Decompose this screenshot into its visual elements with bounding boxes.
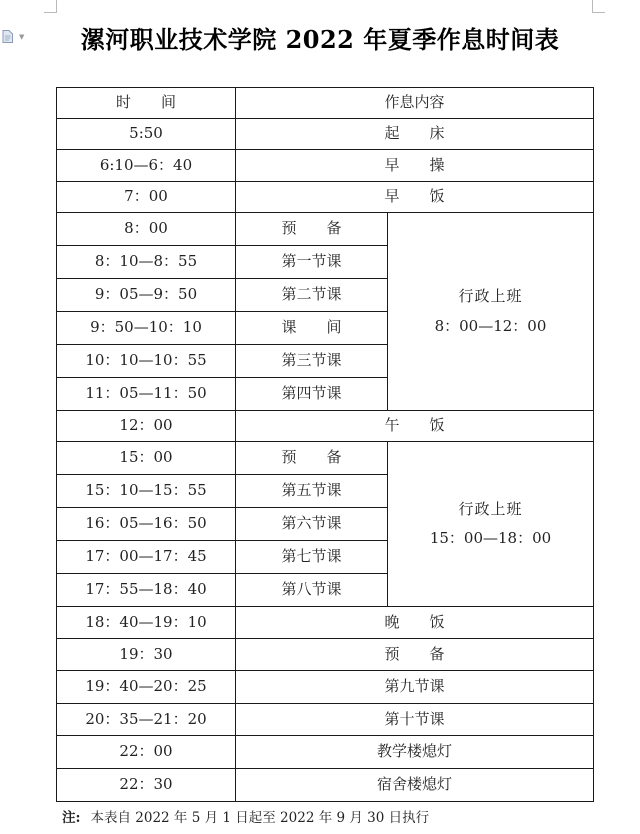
activity-cell: 预 备 xyxy=(236,639,594,671)
time-cell: 22：30 xyxy=(57,769,236,802)
table-row xyxy=(57,736,594,769)
table-row xyxy=(57,411,594,442)
table-row xyxy=(57,150,594,182)
activity-cell: 第八节课 xyxy=(236,574,388,607)
activity-cell: 早 操 xyxy=(236,150,594,182)
table-header-row xyxy=(57,88,594,119)
time-cell: 20：35—21：20 xyxy=(57,704,236,736)
page-title: 漯河职业技术学院 2022 年夏季作息时间表 xyxy=(80,25,560,54)
time-cell: 11：05—11：50 xyxy=(57,378,236,411)
table-row xyxy=(57,639,594,671)
activity-cell: 第一节课 xyxy=(236,246,388,279)
activity-cell: 课 间 xyxy=(236,312,388,345)
time-cell: 9：05—9：50 xyxy=(57,279,236,312)
page-corner-mark-right xyxy=(592,0,605,13)
table-row xyxy=(57,182,594,213)
activity-cell: 教学楼熄灯 xyxy=(236,736,594,769)
table-row xyxy=(57,769,594,802)
footnote-label: 注: xyxy=(62,810,81,826)
time-cell: 8：00 xyxy=(57,213,236,246)
time-cell: 15：10—15：55 xyxy=(57,475,236,508)
office-hours-title: 行政上班 xyxy=(458,499,523,518)
dropdown-arrow-icon[interactable]: ▼ xyxy=(19,33,25,41)
header-content: 作息内容 xyxy=(236,88,594,119)
time-cell: 12：00 xyxy=(57,411,236,442)
time-cell: 10：10—10：55 xyxy=(57,345,236,378)
activity-cell: 晚 饭 xyxy=(236,607,594,639)
activity-cell: 第六节课 xyxy=(236,508,388,541)
schedule-table xyxy=(56,87,594,802)
time-cell: 5:50 xyxy=(57,119,236,150)
activity-cell: 起 床 xyxy=(236,119,594,150)
office-hours-title: 行政上班 xyxy=(458,287,523,306)
time-cell: 6:10—6：40 xyxy=(57,150,236,182)
time-cell: 17：00—17：45 xyxy=(57,541,236,574)
table-row xyxy=(57,213,594,246)
activity-cell: 第三节课 xyxy=(236,345,388,378)
time-cell: 22：00 xyxy=(57,736,236,769)
activity-cell: 早 饭 xyxy=(236,182,594,213)
activity-cell: 午 饭 xyxy=(236,411,594,442)
activity-cell: 宿舍楼熄灯 xyxy=(236,769,594,802)
time-cell: 19：40—20：25 xyxy=(57,671,236,704)
table-row xyxy=(57,671,594,704)
table-row xyxy=(57,119,594,150)
time-cell: 7：00 xyxy=(57,182,236,213)
activity-cell: 第十节课 xyxy=(236,704,594,736)
activity-cell: 第二节课 xyxy=(236,279,388,312)
activity-cell: 第四节课 xyxy=(236,378,388,411)
page-corner-mark-left xyxy=(44,0,57,13)
activity-cell: 第七节课 xyxy=(236,541,388,574)
activity-cell: 预 备 xyxy=(236,213,388,246)
footnote xyxy=(62,806,429,826)
time-cell: 16：05—16：50 xyxy=(57,508,236,541)
time-cell: 19：30 xyxy=(57,639,236,671)
activity-cell: 第九节课 xyxy=(236,671,594,704)
table-row xyxy=(57,704,594,736)
time-cell: 17：55—18：40 xyxy=(57,574,236,607)
time-cell: 8：10—8：55 xyxy=(57,246,236,279)
office-hours-afternoon xyxy=(388,442,594,607)
table-row xyxy=(57,442,594,475)
time-cell: 15：00 xyxy=(57,442,236,475)
time-cell: 9：50—10：10 xyxy=(57,312,236,345)
office-hours-range: 15：00—18：00 xyxy=(429,529,552,547)
table-row xyxy=(57,607,594,639)
header-time: 时 间 xyxy=(57,88,236,119)
time-cell: 18：40—19：10 xyxy=(57,607,236,639)
office-hours-range: 8：00—12：00 xyxy=(434,316,547,335)
activity-cell: 第五节课 xyxy=(236,475,388,508)
activity-cell: 预 备 xyxy=(236,442,388,475)
footnote-text: 本表自 2022 年 5 月 1 日起至 2022 年 9 月 30 日执行 xyxy=(90,810,430,826)
office-hours-morning xyxy=(388,213,594,411)
